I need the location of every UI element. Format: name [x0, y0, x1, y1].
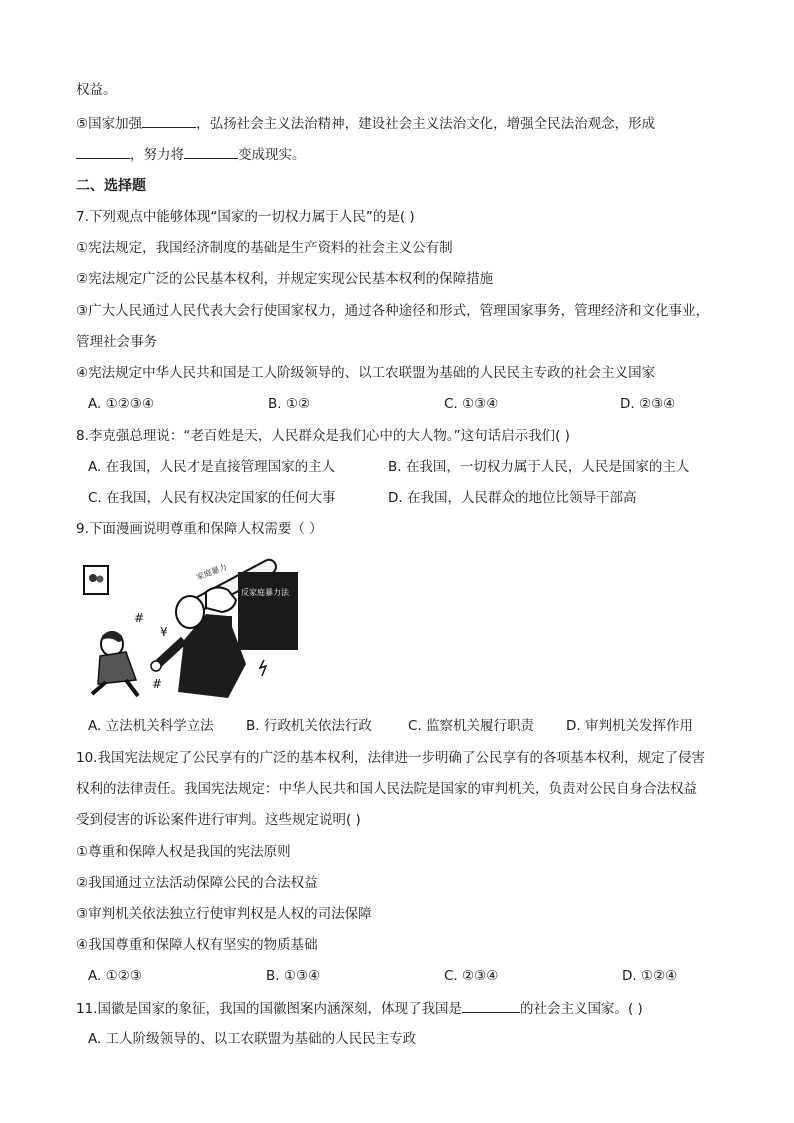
q7-option-d[interactable]: D. ②③④ [620, 396, 676, 412]
question-8-stem: 8.李克强总理说：“老百姓是天，人民群众是我们心中的大人物。”这句话启示我们( ) [76, 428, 570, 444]
anger-mark: # [152, 677, 163, 691]
question-9-stem: 9.下面漫画说明尊重和保障人权需要（ ） [76, 521, 323, 537]
q7-option-c[interactable]: C. ①③④ [444, 396, 499, 412]
question-7-stem: 7.下列观点中能够体现“国家的一切权力属于人民”的是( ) [76, 209, 415, 225]
text-line [76, 80, 117, 100]
frame-figure [89, 574, 97, 582]
line-text: 11.国徽是国家的象征，我国的国徽图案内涵深刻，体现了我国是 [76, 1001, 462, 1017]
q7-statement-1: ①宪法规定，我国经济制度的基础是生产资料的社会主义公有制 [76, 240, 453, 256]
abuser-arm [158, 640, 184, 664]
q10-statement-3: ③审判机关依法独立行使审判权是人权的司法保障 [76, 906, 372, 922]
bat-label: 家庭暴力 [195, 562, 229, 582]
line-text: 权益。 [76, 82, 117, 98]
q9-option-d[interactable]: D. 审判机关发挥作用 [566, 718, 693, 734]
victim-body [98, 652, 136, 684]
abuser-head [176, 596, 204, 628]
abuser-fist [151, 661, 161, 671]
q10-statement-4: ④我国尊重和保障人权有坚实的物质基础 [76, 937, 318, 953]
q10-statement-2: ②我国通过立法活动保障公民的合法权益 [76, 875, 318, 891]
q7-statement-3: ③广大人民通过人民代表大会行使国家权力，通过各种途径和形式，管理国家事务，管理经济和文化事业， [76, 303, 710, 319]
question-11-stem [76, 998, 643, 1019]
q11-option-a[interactable]: A. 工人阶级领导的、以工农联盟为基础的人民民主专政 [88, 1031, 417, 1047]
line-text: 的社会主义国家。( ) [519, 1001, 643, 1017]
q9-option-c[interactable]: C. 监察机关履行职责 [408, 718, 535, 734]
q8-option-a[interactable]: A. 在我国，人民才是直接管理国家的主人 [88, 459, 336, 475]
q10-statement-1: ①尊重和保障人权是我国的宪法原则 [76, 844, 291, 860]
q8-option-d[interactable]: D. 在我国，人民群众的地位比领导干部高 [388, 490, 637, 506]
q10-option-c[interactable]: C. ②③④ [444, 968, 499, 984]
q10-option-d[interactable]: D. ①②④ [622, 968, 678, 984]
q10-option-b[interactable]: B. ①③④ [266, 968, 321, 984]
fill-blank[interactable] [142, 113, 196, 128]
q8-option-b[interactable]: B. 在我国，一切权力属于人民，人民是国家的主人 [388, 459, 690, 475]
q9-option-a[interactable]: A. 立法机关科学立法 [88, 718, 214, 734]
q7-statement-4: ④宪法规定中华人民共和国是工人阶级领导的、以工农联盟为基础的人民民主专政的社会主义国家 [76, 365, 656, 381]
anger-mark: ¥ [160, 625, 168, 639]
anger-mark: # [134, 611, 145, 625]
section-title: 二、选择题 [76, 178, 146, 194]
question-10-stem-cont: 权利的法律责任。我国宪法规定：中华人民共和国人民法院是国家的审判机关，负责对公民自身合法权益 [76, 781, 697, 797]
question-10-stem-cont: 受到侵害的诉讼案件进行审判。这些规定说明( ) [76, 812, 361, 828]
law-book-label: 反家庭暴力法 [241, 588, 289, 597]
line-text: 变成现实。 [238, 147, 306, 163]
line-text: ，弘扬社会主义法治精神，建设社会主义法治文化，增强全民法治观念，形成 [196, 116, 656, 132]
q7-statement-3-cont: 管理社会事务 [76, 334, 157, 350]
fill-blank[interactable] [76, 144, 130, 159]
q10-option-a[interactable]: A. ①②③ [88, 968, 142, 984]
q7-option-b[interactable]: B. ①② [268, 396, 311, 412]
text-line [76, 113, 655, 134]
fill-blank[interactable] [462, 998, 520, 1013]
q9-option-b[interactable]: B. 行政机关依法行政 [246, 718, 372, 734]
q7-option-a[interactable]: A. ①②③④ [88, 396, 154, 412]
q8-option-c[interactable]: C. 在我国，人民有权决定国家的任何大事 [88, 490, 336, 506]
line-text: ⑤国家加强 [76, 116, 143, 132]
question-10-stem: 10.我国宪法规定了公民享有的广泛的基本权利，法律进一步明确了公民享有的各项基本权利，规定了侵害 [76, 750, 705, 766]
text-line [76, 144, 306, 165]
domestic-violence-cartoon [78, 552, 300, 702]
law-book [238, 572, 298, 650]
line-text: ，努力将 [130, 147, 184, 163]
frame-figure [97, 576, 104, 583]
fill-blank[interactable] [184, 144, 238, 159]
zap-mark [260, 660, 266, 676]
q7-statement-2: ②宪法规定广泛的公民基本权利，并规定实现公民基本权利的保障措施 [76, 271, 494, 287]
